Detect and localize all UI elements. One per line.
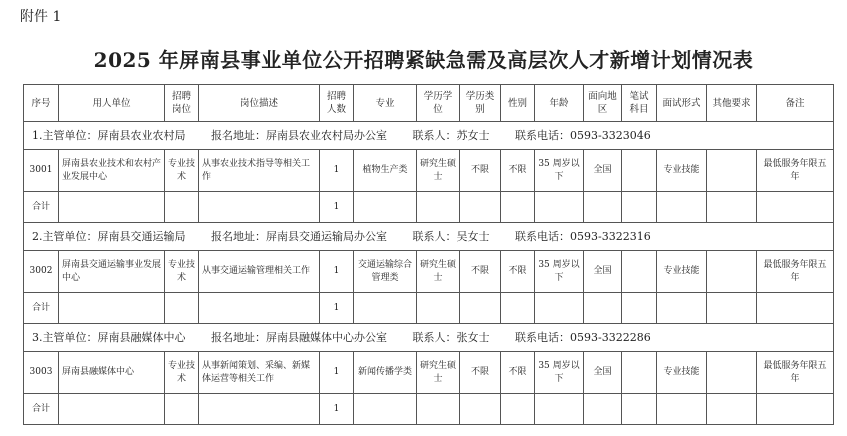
cell-note: 最低服务年限五年 [757,352,834,394]
section-title: 3.主管单位：屏南县融媒体中心 [32,331,186,344]
cell-edu-type: 不限 [460,251,501,293]
cell-count: 1 [320,251,354,293]
cell-age: 35 周岁以下 [535,352,584,394]
section-header [24,122,834,150]
header-edu-type: 学历类别 [460,85,501,122]
cell-degree: 研究生硕士 [417,251,460,293]
cell-post: 专业技术 [165,251,199,293]
cell-region: 全国 [584,251,622,293]
cell-unit: 屏南县融媒体中心 [59,352,165,394]
cell-unit: 屏南县农业技术和农村产业发展中心 [59,150,165,192]
cell-post: 专业技术 [165,150,199,192]
section-phone: 联系电话：0593-3322286 [515,331,651,344]
cell-gender: 不限 [501,251,535,293]
header-desc: 岗位描述 [199,85,320,122]
cell-region: 全国 [584,150,622,192]
cell-other [707,150,757,192]
cell-count: 1 [320,150,354,192]
cell-major: 交通运输综合管理类 [354,251,417,293]
cell-age: 35 周岁以下 [535,251,584,293]
section-contact: 联系人：苏女士 [412,129,490,142]
section-title: 1.主管单位：屏南县农业农村局 [32,129,186,142]
header-other: 其他要求 [707,85,757,122]
section-header [24,324,834,352]
section-header [24,223,834,251]
table-row [24,251,834,293]
cell-post: 专业技术 [165,352,199,394]
section-phone: 联系电话：0593-3322316 [515,230,651,243]
cell-other [707,352,757,394]
section-address: 报名地址：屏南县农业农村局办公室 [211,129,387,142]
cell-written [622,150,657,192]
section-title: 2.主管单位：屏南县交通运输局 [32,230,186,243]
cell-note: 最低服务年限五年 [757,251,834,293]
total-label: 合计 [24,192,59,223]
header-major: 专业 [354,85,417,122]
header-unit: 用人单位 [59,85,165,122]
total-row [24,192,834,223]
cell-written [622,251,657,293]
section-contact: 联系人：吴女士 [412,230,490,243]
cell-major: 新闻传播学类 [354,352,417,394]
header-row [24,85,834,122]
attachment-label: 附件 1 [20,9,62,25]
cell-interview: 专业技能 [657,150,707,192]
table-row [24,352,834,394]
header-written: 笔试科目 [622,85,657,122]
section-contact: 联系人：张女士 [412,331,490,344]
total-label: 合计 [24,293,59,324]
header-interview: 面试形式 [657,85,707,122]
cell-other [707,251,757,293]
header-region: 面向地区 [584,85,622,122]
total-label: 合计 [24,394,59,425]
cell-degree: 研究生硕士 [417,352,460,394]
header-degree: 学历学位 [417,85,460,122]
cell-interview: 专业技能 [657,251,707,293]
cell-count: 1 [320,352,354,394]
section-address: 报名地址：屏南县融媒体中心办公室 [211,331,387,344]
cell-gender: 不限 [501,352,535,394]
total-row [24,293,834,324]
cell-seq: 3002 [24,251,59,293]
cell-desc: 从事交通运输管理相关工作 [199,251,320,293]
cell-interview: 专业技能 [657,352,707,394]
header-post: 招聘岗位 [165,85,199,122]
recruitment-table [23,84,834,425]
header-note: 备注 [757,85,834,122]
total-count: 1 [320,293,354,324]
cell-edu-type: 不限 [460,352,501,394]
cell-unit: 屏南县交通运输事业发展中心 [59,251,165,293]
header-age: 年龄 [535,85,584,122]
table-row [24,150,834,192]
cell-degree: 研究生硕士 [417,150,460,192]
total-count: 1 [320,192,354,223]
cell-desc: 从事新闻策划、采编、新媒体运营等相关工作 [199,352,320,394]
total-row [24,394,834,425]
cell-seq: 3003 [24,352,59,394]
page-title: 2025 年屏南县事业单位公开招聘紧缺急需及高层次人才新增计划情况表 [93,48,754,72]
cell-written [622,352,657,394]
cell-desc: 从事农业技术指导等相关工作 [199,150,320,192]
cell-seq: 3001 [24,150,59,192]
cell-gender: 不限 [501,150,535,192]
section-phone: 联系电话：0593-3323046 [515,129,651,142]
cell-age: 35 周岁以下 [535,150,584,192]
header-gender: 性别 [501,85,535,122]
cell-major: 植物生产类 [354,150,417,192]
header-count: 招聘人数 [320,85,354,122]
section-address: 报名地址：屏南县交通运输局办公室 [211,230,387,243]
cell-edu-type: 不限 [460,150,501,192]
cell-note: 最低服务年限五年 [757,150,834,192]
total-count: 1 [320,394,354,425]
header-seq: 序号 [24,85,59,122]
cell-region: 全国 [584,352,622,394]
